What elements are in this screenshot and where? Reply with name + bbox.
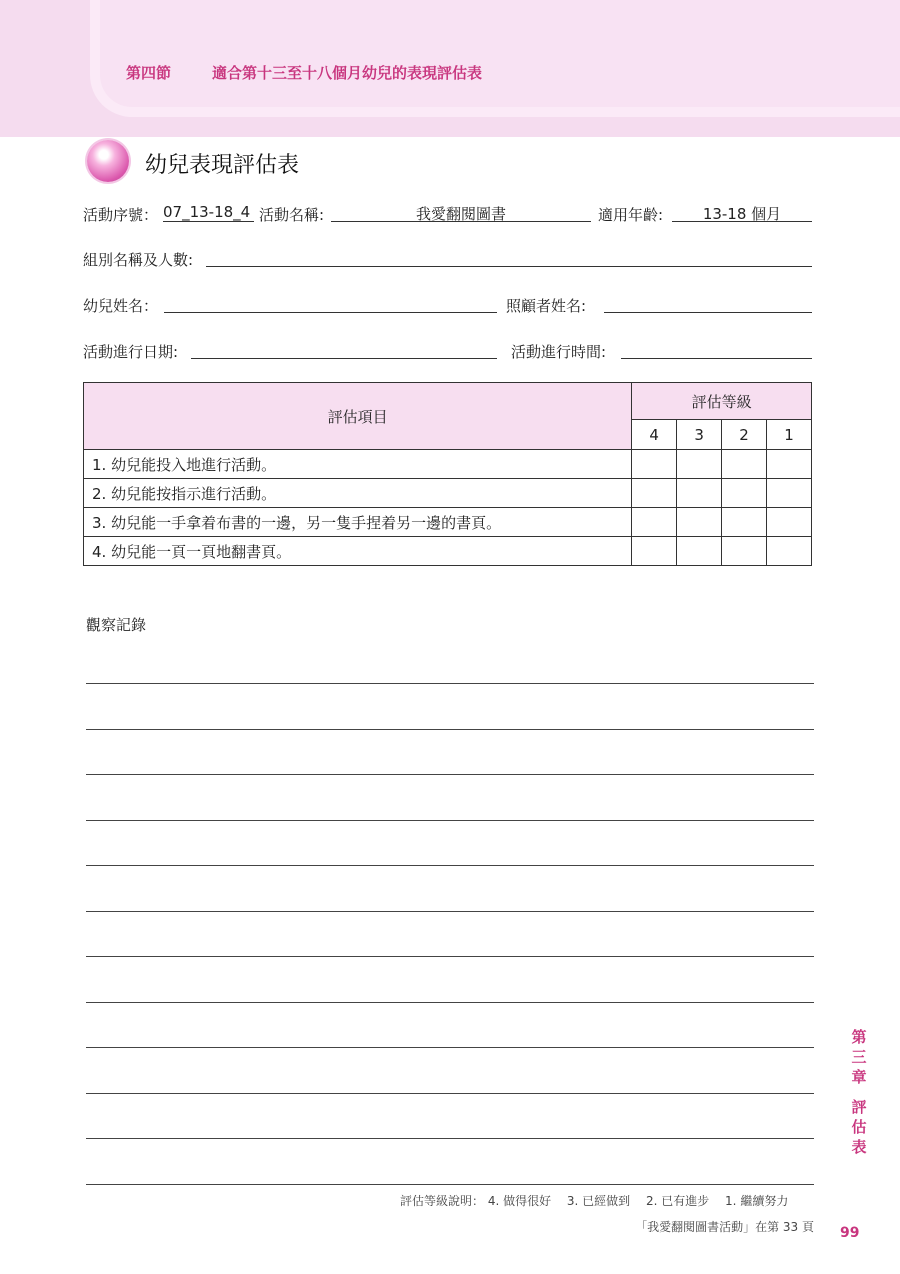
pink-bullet-icon [87, 140, 129, 182]
side-char: 表 [851, 1138, 867, 1156]
table-row [84, 537, 812, 566]
level-header: 評估等級 [632, 383, 812, 420]
child-name-label: 幼兒姓名： [83, 297, 159, 315]
side-tab-topic [849, 1097, 869, 1157]
activity-no-field[interactable]: 07_13-18_4 [163, 203, 254, 222]
activity-reference: 「我愛翻閱圖書活動」在第 33 頁 [635, 1220, 814, 1234]
rating-cell[interactable] [722, 508, 767, 537]
observation-line[interactable] [86, 911, 814, 912]
item-text: 3. 幼兒能一手拿着布書的一邊，另一隻手捏着另一邊的書頁。 [84, 508, 632, 537]
child-name-field[interactable] [164, 294, 497, 313]
observation-line[interactable] [86, 774, 814, 775]
age-label: 適用年齡: [598, 206, 664, 224]
level-4-header: 4 [632, 420, 677, 450]
rating-cell[interactable] [767, 508, 812, 537]
section-title: 適合第十三至十八個月幼兒的表現評估表 [212, 64, 483, 82]
observation-line[interactable] [86, 956, 814, 957]
observation-line[interactable] [86, 1093, 814, 1094]
rating-cell[interactable] [677, 450, 722, 479]
rating-cell[interactable] [677, 479, 722, 508]
rating-cell[interactable] [632, 479, 677, 508]
table-row [84, 479, 812, 508]
header-panel [90, 0, 900, 117]
rating-cell[interactable] [722, 450, 767, 479]
rating-cell[interactable] [722, 537, 767, 566]
rating-cell[interactable] [632, 450, 677, 479]
age-field[interactable]: 13-18 個月 [672, 203, 812, 222]
table-row [84, 508, 812, 537]
table-row [84, 450, 812, 479]
side-char: 章 [851, 1068, 867, 1086]
observation-line[interactable] [86, 865, 814, 866]
carer-name-field[interactable] [604, 294, 812, 313]
activity-name-label: 活動名稱: [259, 206, 325, 224]
observation-line[interactable] [86, 1047, 814, 1048]
level-1-header: 1 [767, 420, 812, 450]
observation-line[interactable] [86, 1138, 814, 1139]
rating-cell[interactable] [632, 508, 677, 537]
date-label: 活動進行日期: [83, 343, 179, 361]
page-number: 99 [840, 1225, 860, 1241]
level-3-header: 3 [677, 420, 722, 450]
rating-cell[interactable] [767, 479, 812, 508]
date-field[interactable] [191, 340, 497, 359]
rating-cell[interactable] [677, 508, 722, 537]
side-tab-chapter [849, 1027, 869, 1087]
rating-cell[interactable] [767, 537, 812, 566]
item-header: 評估項目 [84, 383, 632, 450]
item-text: 4. 幼兒能一頁一頁地翻書頁。 [84, 537, 632, 566]
observation-line[interactable] [86, 1002, 814, 1003]
side-char: 估 [851, 1118, 867, 1136]
rating-cell[interactable] [632, 537, 677, 566]
side-char: 第 [851, 1028, 867, 1046]
carer-name-label: 照顧者姓名: [506, 297, 587, 315]
side-char: 三 [851, 1048, 867, 1066]
rating-legend: 評估等級說明： 4. 做得很好 3. 已經做到 2. 已有進步 1. 繼續努力 [400, 1194, 789, 1208]
group-field[interactable] [206, 248, 812, 267]
observation-line[interactable] [86, 820, 814, 821]
observation-line[interactable] [86, 683, 814, 684]
rating-cell[interactable] [677, 537, 722, 566]
time-label: 活動進行時間: [511, 343, 607, 361]
item-text: 1. 幼兒能投入地進行活動。 [84, 450, 632, 479]
item-text: 2. 幼兒能按指示進行活動。 [84, 479, 632, 508]
observation-line[interactable] [86, 729, 814, 730]
form-title: 幼兒表現評估表 [145, 153, 300, 178]
rating-cell[interactable] [767, 450, 812, 479]
rating-cell[interactable] [722, 479, 767, 508]
activity-name-field[interactable]: 我愛翻閱圖書 [331, 203, 591, 222]
observation-label: 觀察記錄 [86, 616, 147, 634]
side-char: 評 [851, 1098, 867, 1116]
section-label: 第四節 [126, 64, 172, 82]
level-2-header: 2 [722, 420, 767, 450]
activity-no-label: 活動序號： [83, 206, 159, 224]
group-label: 組別名稱及人數: [83, 251, 194, 269]
observation-line[interactable] [86, 1184, 814, 1185]
time-field[interactable] [621, 340, 812, 359]
evaluation-table [83, 382, 812, 566]
